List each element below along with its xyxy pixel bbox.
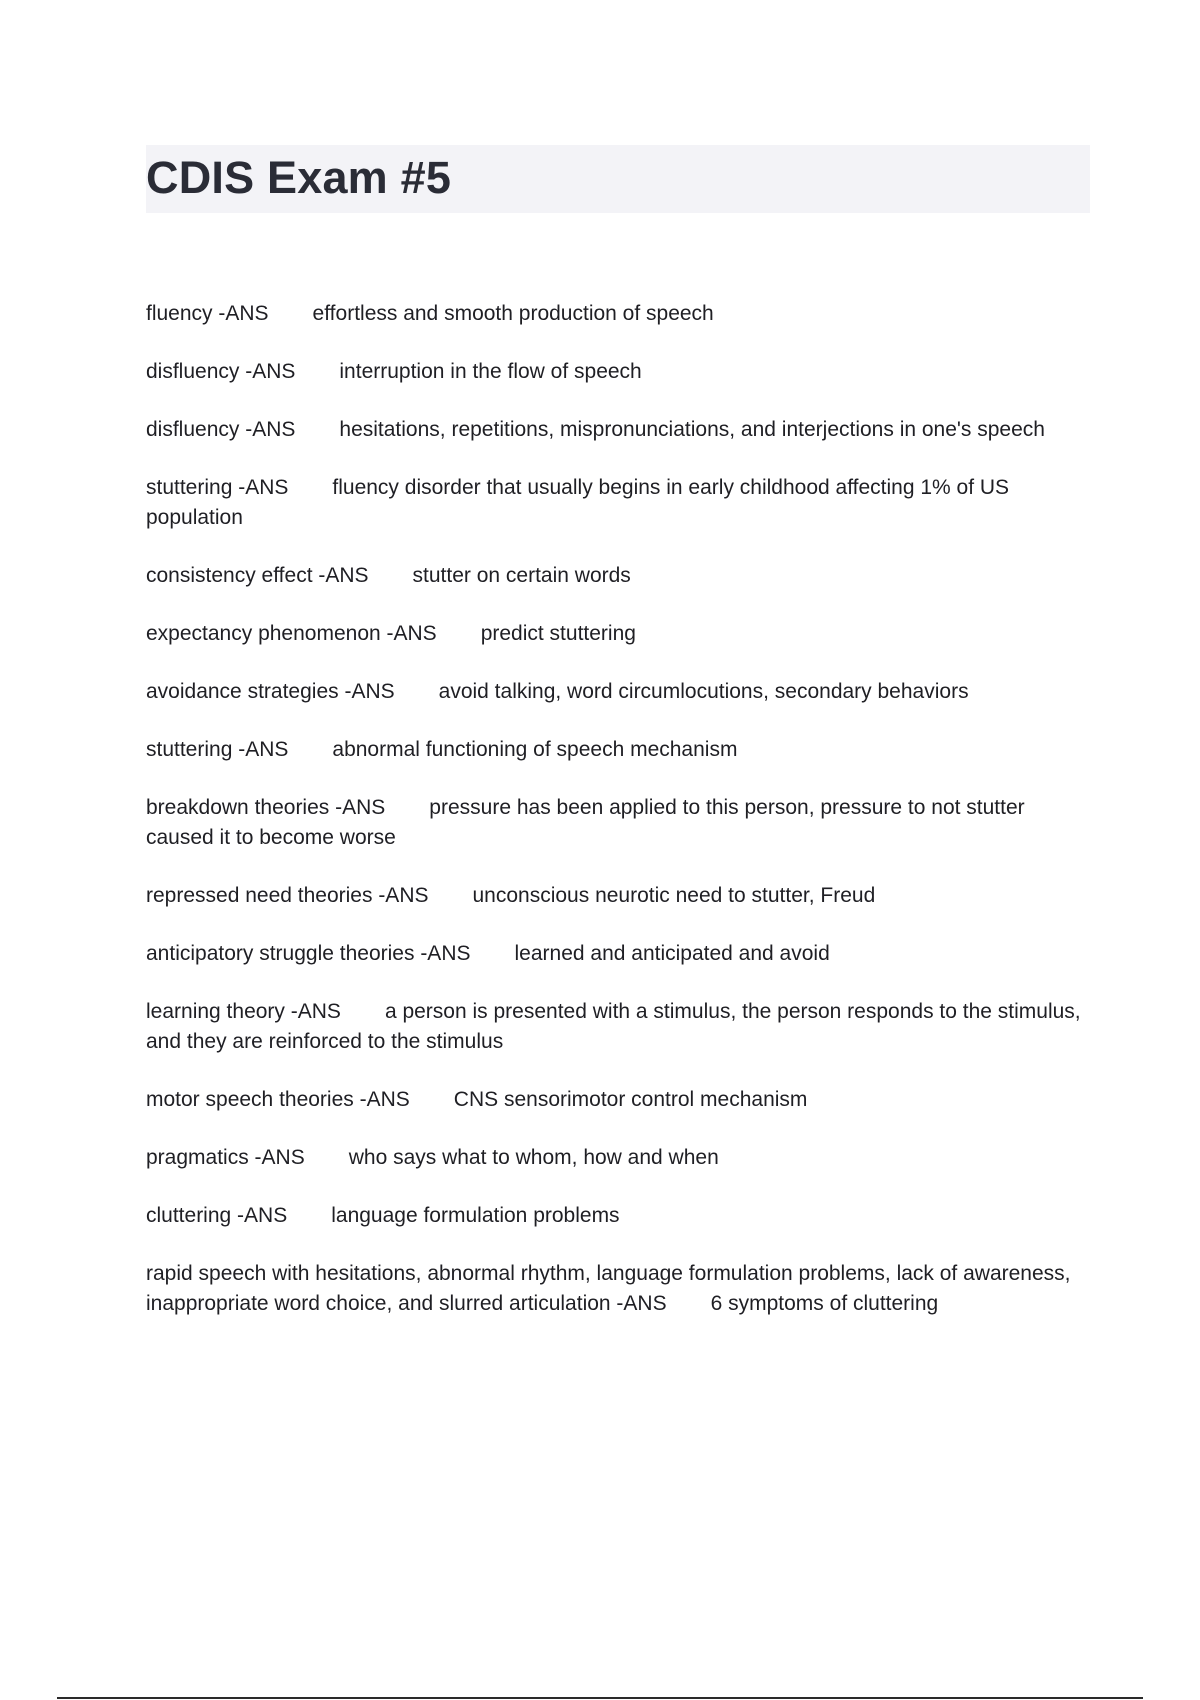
flashcard (146, 793, 1090, 853)
card-term: learning theory -ANS (146, 1000, 341, 1023)
flashcard (146, 735, 1090, 765)
card-definition: effortless and smooth production of speech (312, 302, 714, 325)
card-term: anticipatory struggle theories -ANS (146, 942, 471, 965)
flashcard (146, 997, 1090, 1057)
card-term: consistency effect -ANS (146, 564, 369, 587)
flashcard (146, 299, 1090, 329)
card-definition: stutter on certain words (412, 564, 631, 587)
card-term: cluttering -ANS (146, 1204, 288, 1227)
card-definition: abnormal functioning of speech mechanism (332, 738, 738, 761)
card-definition: who says what to whom, how and when (348, 1146, 719, 1169)
card-term: repressed need theories -ANS (146, 884, 429, 907)
card-definition: language formulation problems (331, 1204, 620, 1227)
card-term: pragmatics -ANS (146, 1146, 305, 1169)
card-term: avoidance strategies -ANS (146, 680, 395, 703)
flashcard (146, 561, 1090, 591)
card-definition: unconscious neurotic need to stutter, Freud (472, 884, 876, 907)
flashcard (146, 881, 1090, 911)
flashcard (146, 619, 1090, 649)
card-term: breakdown theories -ANS (146, 796, 386, 819)
card-term: motor speech theories -ANS (146, 1088, 410, 1111)
card-term: fluency -ANS (146, 302, 269, 325)
card-definition: predict stuttering (480, 622, 636, 645)
card-definition: CNS sensorimotor control mechanism (453, 1088, 808, 1111)
card-definition: interruption in the flow of speech (339, 360, 642, 383)
flashcard (146, 357, 1090, 387)
card-definition: a person is presented with a stimulus, the person responds to the stimulus, and they are reinforced to the stimulus (146, 1000, 1081, 1053)
card-term: expectancy phenomenon -ANS (146, 622, 437, 645)
card-term: stuttering -ANS (146, 738, 289, 761)
flashcard (146, 473, 1090, 533)
flashcard (146, 1085, 1090, 1115)
flashcard (146, 1201, 1090, 1231)
flashcard (146, 677, 1090, 707)
card-definition: fluency disorder that usually begins in early childhood affecting 1% of US population (146, 476, 1010, 529)
card-definition: hesitations, repetitions, mispronunciations, and interjections in one's speech (339, 418, 1045, 441)
flashcard (146, 1143, 1090, 1173)
flashcard-list (146, 299, 1090, 1347)
flashcard (146, 415, 1090, 445)
card-term: disfluency -ANS (146, 360, 296, 383)
card-term: rapid speech with hesitations, abnormal rhythm, language formulation problems, lack of awareness, inappropriate word choice, and slurred articulation -ANS (146, 1262, 1071, 1315)
title-bar (146, 145, 1090, 213)
card-term: disfluency -ANS (146, 418, 296, 441)
card-definition: learned and anticipated and avoid (514, 942, 830, 965)
flashcard (146, 939, 1090, 969)
card-definition: 6 symptoms of cluttering (710, 1292, 939, 1315)
card-term: stuttering -ANS (146, 476, 289, 499)
card-definition: avoid talking, word circumlocutions, secondary behaviors (438, 680, 969, 703)
flashcard (146, 1259, 1090, 1319)
page-title: CDIS Exam #5 (146, 152, 452, 203)
card-definition: pressure has been applied to this person, pressure to not stutter caused it to become worse (146, 796, 1025, 849)
footer-divider (57, 1697, 1143, 1699)
